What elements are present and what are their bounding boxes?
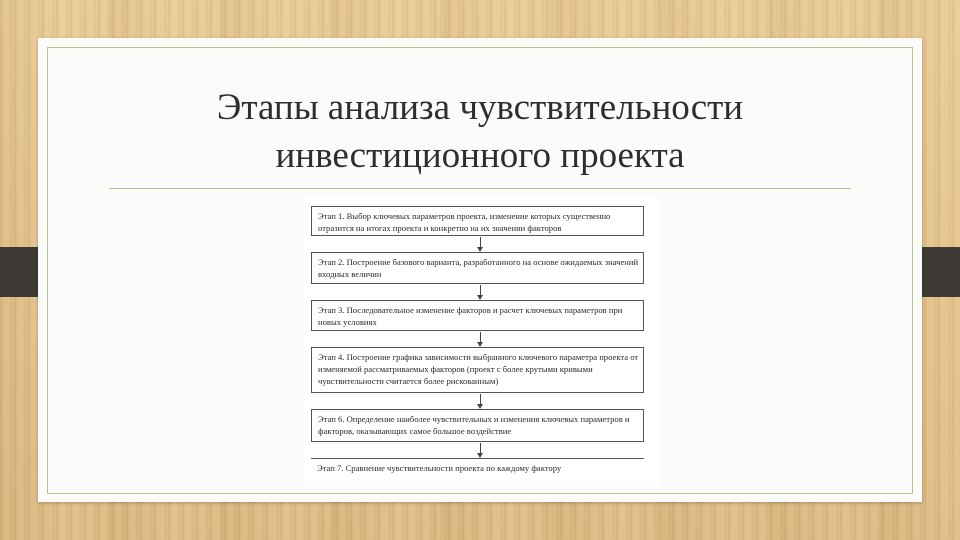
title-line-2: инвестиционного проекта <box>275 135 685 176</box>
stage-text-4: Этап 4. Построение графика зависимости выбранного ключевого параметра проекта от изменяемой рассматриваемых факторов (проект с более крутыми кривыми чувствительности считается более рискованным) <box>318 352 639 386</box>
stage-text-3: Этап 3. Последовательное изменение факторов и расчет ключевых параметров при новых условиях <box>318 305 623 327</box>
title-divider <box>109 188 851 189</box>
stage-text-1: Этап 1. Выбор ключевых параметров проекта, изменение которых существенно отразится на итогах проекта и конкретно на их значении факторов <box>318 211 611 233</box>
slide-title <box>160 84 800 180</box>
stage-box-4 <box>311 347 644 393</box>
stage-box-7 <box>311 458 644 480</box>
stage-box-1 <box>311 206 644 236</box>
stage-text-7: Этап 7. Сравнение чувствительности проекта по каждому фактору <box>317 463 562 473</box>
flow-arrow-2 <box>477 285 483 300</box>
flow-arrow-1 <box>477 237 483 252</box>
stage-text-6: Этап 6. Определение наиболее чувствительных и изменения ключевых параметров и факторов, оказывающих самое большое воздействие <box>318 414 630 436</box>
stage-box-3 <box>311 300 644 331</box>
title-line-1: Этапы анализа чувствительности <box>216 87 744 128</box>
flow-arrow-3 <box>477 332 483 347</box>
flow-arrow-5 <box>477 443 483 458</box>
stage-text-2: Этап 2. Построение базового варианта, разработанного на основе ожидаемых значений входных величин <box>318 257 639 279</box>
stage-box-6 <box>311 409 644 442</box>
stage-box-2 <box>311 252 644 284</box>
flow-arrow-4 <box>477 394 483 409</box>
